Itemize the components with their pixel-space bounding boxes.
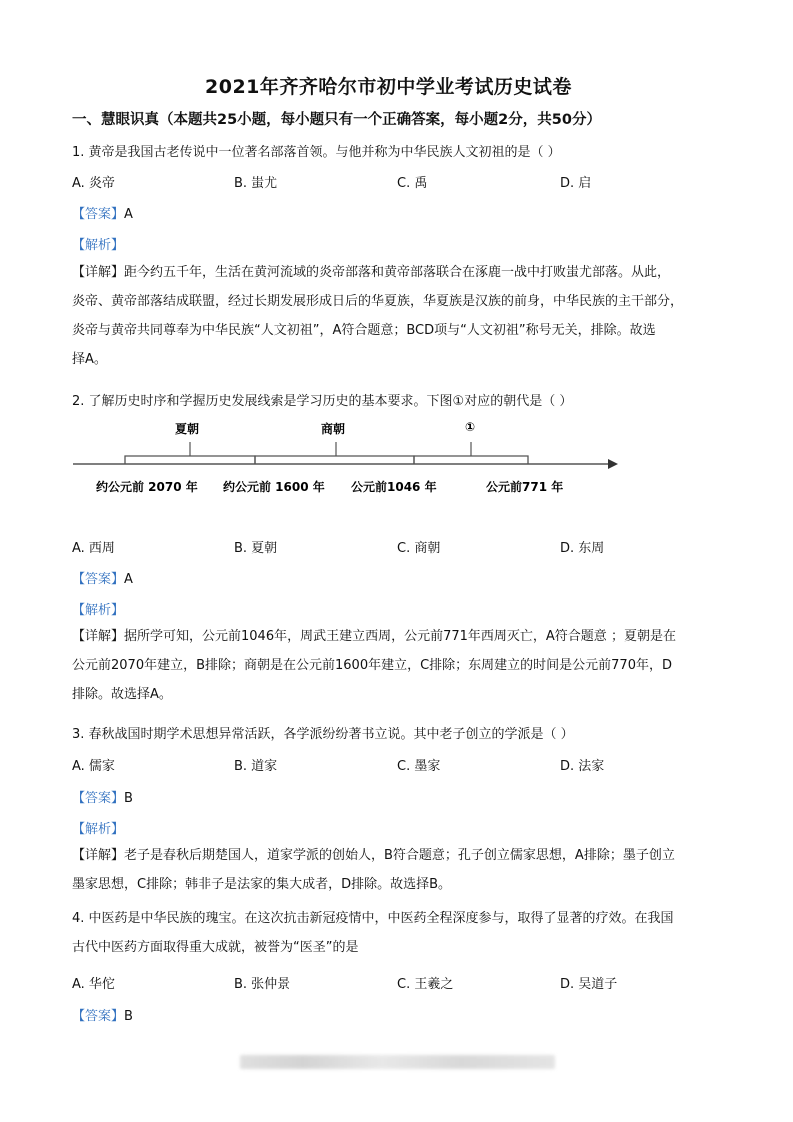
q1-option-c: C. 禹 <box>397 176 428 191</box>
page-title: 2021年齐齐哈尔市初中学业考试历史试卷 <box>205 76 572 98</box>
question-4-stem: 4. 中医药是中华民族的瑰宝。在这次抗击新冠疫情中，中医药全程深度参与，取得了显著的疗效。在我国 古代中医药方面取得重大成就，被誉为“医圣”的是 <box>72 911 674 955</box>
timeline-date-3: 公元前1046 年 <box>351 480 437 494</box>
question-2-stem: 2. 了解历史时序和学握历史发展线索是学习历史的基本要求。下图①对应的朝代是（ ） <box>72 394 573 409</box>
q3-answer: 【答案】B <box>72 791 133 806</box>
timeline-date-1: 约公元前 2070 年 <box>96 480 198 494</box>
timeline-date-2: 约公元前 1600 年 <box>223 480 325 494</box>
bracket-circle-1 <box>414 456 528 464</box>
timeline-label-circle-1: ① <box>465 420 476 434</box>
question-3-stem: 3. 春秋战国时期学术思想异常活跃，各学派纷纷著书立说。其中老子创立的学派是（ ） <box>72 727 574 742</box>
q3-option-a: A. 儒家 <box>72 759 115 774</box>
timeline-date-4: 公元前771 年 <box>486 480 564 494</box>
q1-option-a: A. 炎帝 <box>72 176 115 191</box>
q1-option-d: D. 启 <box>560 176 592 191</box>
section-heading: 一、慧眼识真（本题共25小题，每小题只有一个正确答案，每小题2分，共50分） <box>72 112 601 128</box>
q1-option-b: B. 蚩尤 <box>234 176 278 191</box>
q1-answer: 【答案】A <box>72 207 133 222</box>
q1-analysis-label: 【解析】 <box>72 238 125 253</box>
timeline-label-shang: 商朝 <box>321 422 346 436</box>
bracket-xia <box>125 456 255 464</box>
q2-answer: 【答案】A <box>72 572 133 587</box>
q4-option-a: A. 华佗 <box>72 977 115 992</box>
q2-analysis-label: 【解析】 <box>72 603 125 618</box>
timeline-label-xia: 夏朝 <box>175 422 200 436</box>
q3-analysis-label: 【解析】 <box>72 822 125 837</box>
q3-option-d: D. 法家 <box>560 759 605 774</box>
q4-option-b: B. 张仲景 <box>234 977 291 992</box>
q3-detail: 【详解】老子是春秋后期楚国人，道家学派的创始人，B符合题意；孔子创立儒家思想，A排除；墨子创立 墨家思想，C排除；韩非子是法家的集大成者，D排除。故选择B。 <box>72 848 675 892</box>
q1-detail: 【详解】距今约五千年，生活在黄河流域的炎帝部落和黄帝部落联合在涿鹿一战中打败蚩尤部落。从此， 炎帝、黄帝部落结成联盟，经过长期发展形成日后的华夏族，华夏族是汉族的前身，中华民族的主干部分， 炎帝与黄帝共同尊奉为中华民族“人文初祖”，A符合题意；BCD项与“人文初祖”称号无关，排除。故选 择A。 <box>72 265 684 367</box>
q3-option-b: B. 道家 <box>234 759 278 774</box>
bracket-shang <box>255 456 414 464</box>
timeline-figure <box>70 412 630 502</box>
q2-option-d: D. 东周 <box>560 541 605 556</box>
q4-option-c: C. 王羲之 <box>397 977 454 992</box>
q3-option-c: C. 墨家 <box>397 759 441 774</box>
q2-option-c: C. 商朝 <box>397 541 441 556</box>
q4-answer: 【答案】B <box>72 1009 133 1024</box>
q4-option-d: D. 吴道子 <box>560 977 618 992</box>
q2-option-a: A. 西周 <box>72 541 115 556</box>
timeline-arrow <box>608 459 618 469</box>
footer-watermark <box>240 1055 555 1069</box>
q2-option-b: B. 夏朝 <box>234 541 278 556</box>
q2-detail: 【详解】据所学可知，公元前1046年，周武王建立西周，公元前771年西周灭亡，A符合题意 ；夏朝是在 公元前2070年建立，B排除；商朝是在公元前1600年建立，C排除；东周建立的时间是公元前770年，D 排除。故选择A。 <box>72 629 676 702</box>
question-1-stem: 1. 黄帝是我国古老传说中一位著名部落首领。与他并称为中华民族人文初祖的是（ ） <box>72 145 561 160</box>
